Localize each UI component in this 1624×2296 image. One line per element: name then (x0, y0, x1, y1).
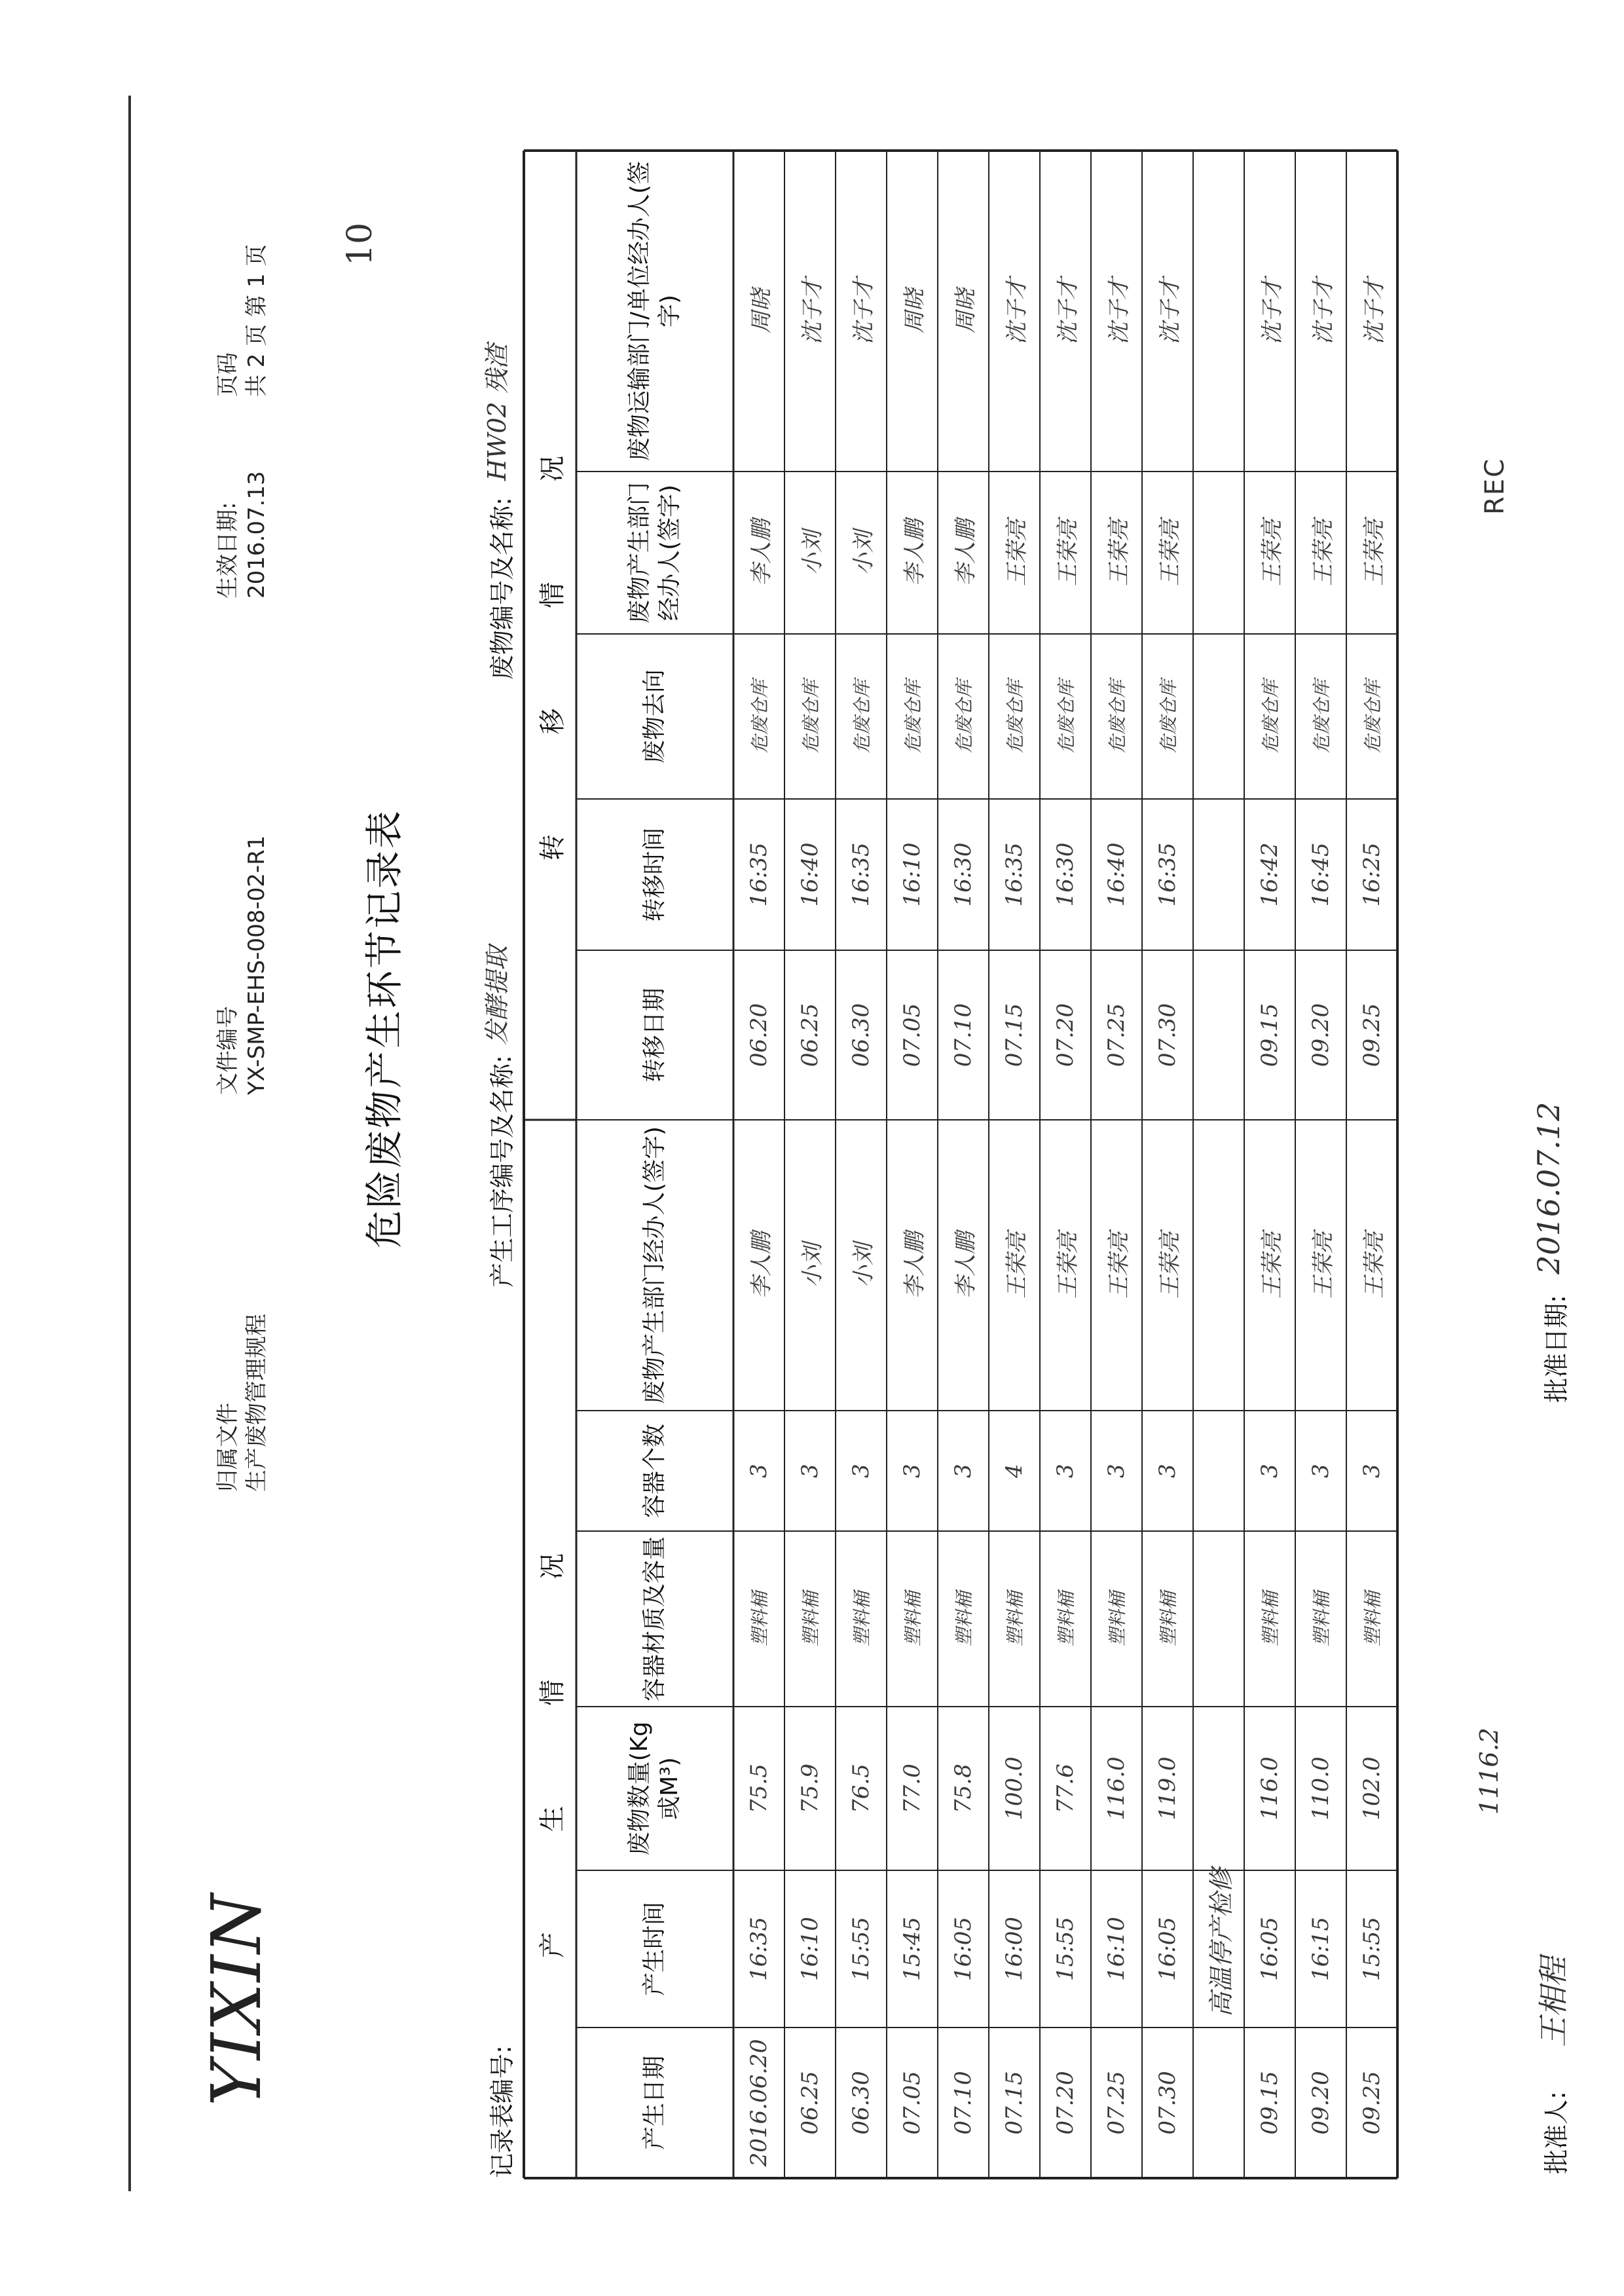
table-cell-carrier: 沈子才 (1105, 278, 1132, 344)
table-cell-date: 07.25 (1103, 2071, 1130, 2135)
table-cell-container: 塑料桶 (1005, 1591, 1026, 1647)
category-value: 生产废物管理规程 (244, 1314, 270, 1492)
table-cell-tsign: 王荣亮 (1054, 519, 1081, 586)
table-cell-date: 06.25 (797, 2071, 823, 2135)
table-cell-container: 塑料桶 (749, 1591, 771, 1647)
table-cell-count: 3 (1103, 1464, 1130, 1478)
table-cell-ttime: 16:25 (1359, 842, 1385, 907)
table-cell-count: 3 (1308, 1464, 1334, 1478)
table-cell-time: 16:05 (950, 1917, 976, 1981)
table-cell-dest: 危废仓库 (1158, 680, 1179, 754)
process-value: 发酵提取 (483, 945, 511, 1045)
table-cell-producer: 王荣亮 (1054, 1232, 1081, 1299)
table-cell-tdate: 07.10 (950, 1003, 976, 1067)
table-cell-ttime: 16:10 (899, 842, 925, 907)
table-cell-producer: 王荣亮 (1259, 1232, 1285, 1299)
process-label: 产生工序编号及名称: (488, 1055, 517, 1287)
column-header: 废物产生部门经办人(签字) (626, 482, 683, 624)
table-cell-date: 09.15 (1257, 2071, 1283, 2135)
table-cell-time: 15:55 (1359, 1917, 1385, 1981)
table-cell-container: 塑料桶 (800, 1591, 822, 1647)
table-cell-tdate: 07.25 (1103, 1003, 1130, 1067)
table-cell-tsign: 王荣亮 (1310, 519, 1337, 586)
table-cell-tsign: 王荣亮 (1156, 519, 1183, 586)
table-cell-tdate: 07.20 (1052, 1003, 1079, 1067)
table-cell-date: 09.20 (1308, 2071, 1334, 2135)
table-cell-ttime: 16:40 (797, 842, 823, 907)
column-header: 容器材质及容量 (641, 1536, 668, 1702)
table-cell-time: 15:55 (848, 1917, 874, 1981)
table-cell-date: 07.15 (1001, 2071, 1027, 2135)
table-cell-tdate: 06.30 (848, 1003, 874, 1067)
table-cell-ttime: 16:35 (1001, 842, 1027, 907)
table-cell-date: 07.10 (950, 2071, 976, 2135)
waste-value: HW02 残渣 (483, 344, 511, 481)
table-cell-tsign: 小刘 (799, 530, 826, 575)
effective-date-value: 2016.07.13 (244, 471, 270, 599)
table-cell-carrier: 沈子才 (1156, 278, 1183, 344)
approver-signature: 王相程 (1536, 1957, 1571, 2047)
column-header: 转移时间 (641, 827, 668, 922)
column-header: 转移日期 (641, 988, 668, 1083)
doc-no-value: YX-SMP-EHS-008-02-R1 (244, 835, 270, 1095)
table-cell-ttime: 16:30 (950, 842, 976, 907)
table-cell-carrier: 沈子才 (799, 278, 826, 344)
table-cell-qty: 116.0 (1257, 1756, 1283, 1821)
table-cell-dest: 危废仓库 (1311, 680, 1333, 754)
table-cell-producer: 王荣亮 (1361, 1232, 1388, 1299)
table-cell-dest: 危废仓库 (902, 680, 924, 754)
table-cell-dest: 危废仓库 (1056, 680, 1077, 754)
table-cell-qty: 75.9 (797, 1764, 823, 1813)
table-cell-count: 3 (1359, 1464, 1385, 1478)
page-number-mark: 10 (341, 222, 380, 266)
table-cell-tdate: 09.15 (1257, 1003, 1283, 1067)
table-cell-time: 16:15 (1308, 1917, 1334, 1981)
table-cell-container: 塑料桶 (1362, 1591, 1384, 1647)
table-cell-tdate: 06.25 (797, 1003, 823, 1067)
table-cell-dest: 危废仓库 (800, 680, 822, 754)
table-cell-qty: 100.0 (1001, 1756, 1027, 1821)
table-cell-time: 16:05 (1154, 1917, 1181, 1981)
table-cell-time: 15:55 (1052, 1917, 1079, 1981)
table-cell-qty: 102.0 (1359, 1756, 1385, 1821)
approver-label: 批准人: (1542, 2091, 1571, 2174)
page-no-label: 页码 (215, 352, 241, 397)
column-header: 废物运输部门/单位经办人(签字) (626, 160, 683, 462)
table-cell-carrier: 周晓 (952, 289, 979, 333)
column-header: 废物去向 (641, 669, 668, 764)
waste-label: 废物编号及名称: (488, 497, 517, 680)
table-cell-tsign: 王荣亮 (1105, 519, 1132, 586)
table-cell-time: 16:05 (1257, 1917, 1283, 1981)
total-quantity: 1116.2 (1475, 1728, 1504, 1815)
table-cell-carrier: 周晓 (901, 289, 928, 333)
table-cell-ttime: 16:42 (1257, 842, 1283, 907)
table-cell-tsign: 王荣亮 (1361, 519, 1388, 586)
table-cell-ttime: 16:35 (1154, 842, 1181, 907)
table-cell-carrier: 沈子才 (1310, 278, 1337, 344)
table-cell-tdate: 07.15 (1001, 1003, 1027, 1067)
table-cell-producer: 王荣亮 (1003, 1232, 1030, 1299)
table-cell-qty: 116.0 (1103, 1756, 1130, 1821)
table-cell-container: 塑料桶 (1056, 1591, 1077, 1647)
table-cell-ttime: 16:35 (848, 842, 874, 907)
table-cell-producer: 李人鹏 (952, 1232, 979, 1299)
table-cell-count: 3 (1154, 1464, 1181, 1478)
company-logo: YIXIN (196, 1893, 276, 2106)
table-cell-carrier: 沈子才 (1054, 278, 1081, 344)
table-cell-container: 塑料桶 (1260, 1591, 1282, 1647)
table-cell-count: 3 (848, 1464, 874, 1478)
column-header: 容器个数 (641, 1424, 668, 1519)
column-header: 废物数量(Kg或M³) (626, 1721, 683, 1856)
table-cell-time: 16:10 (1103, 1917, 1130, 1981)
table-cell-carrier: 沈子才 (1259, 278, 1285, 344)
table-cell-count: 3 (1257, 1464, 1283, 1478)
table-cell-qty: 77.6 (1052, 1764, 1079, 1813)
table-cell-date: 07.30 (1154, 2071, 1181, 2135)
table-cell-time: 16:10 (797, 1917, 823, 1981)
table-cell-qty: 76.5 (848, 1764, 874, 1813)
effective-date-label: 生效日期: (215, 502, 241, 599)
table-cell-tsign: 李人鹏 (952, 519, 979, 586)
column-header: 产生时间 (641, 1902, 668, 1997)
table-cell-carrier: 周晓 (748, 289, 775, 333)
table-cell-time: 16:35 (746, 1917, 772, 1981)
table-cell-count: 3 (797, 1464, 823, 1478)
rec-stamp: REC (1480, 458, 1510, 515)
table-cell-container: 塑料桶 (1158, 1591, 1179, 1647)
table-cell-ttime: 16:45 (1308, 842, 1334, 907)
table-cell-tdate: 06.20 (746, 1003, 772, 1067)
table-cell-count: 3 (950, 1464, 976, 1478)
table-cell-dest: 危废仓库 (1107, 680, 1128, 754)
table-cell-qty: 110.0 (1308, 1756, 1334, 1821)
table-cell-time: 16:00 (1001, 1917, 1027, 1981)
table-cell-dest: 危废仓库 (953, 680, 975, 754)
table-cell-tsign: 李人鹏 (748, 519, 775, 586)
table-cell-producer: 小刘 (850, 1243, 877, 1287)
table-cell-producer: 李人鹏 (748, 1232, 775, 1299)
table-cell-date: 06.30 (848, 2071, 874, 2135)
table-cell-container: 塑料桶 (1107, 1591, 1128, 1647)
table-cell-producer: 李人鹏 (901, 1232, 928, 1299)
record-no-label: 记录表编号: (488, 2045, 517, 2178)
approve-date-value: 2016.07.12 (1531, 1102, 1566, 1274)
table-cell-ttime: 16:35 (746, 842, 772, 907)
table-cell-tdate: 09.20 (1308, 1003, 1334, 1067)
table-cell-container: 塑料桶 (953, 1591, 975, 1647)
table-cell-dest: 危废仓库 (1005, 680, 1026, 754)
table-cell-qty: 75.5 (746, 1764, 772, 1813)
table-cell-date: 07.05 (899, 2071, 925, 2135)
table-cell-dest: 危废仓库 (1260, 680, 1282, 754)
doc-no-label: 文件编号 (215, 1006, 241, 1095)
table-cell-tsign: 王荣亮 (1003, 519, 1030, 586)
table-cell-container: 塑料桶 (851, 1591, 873, 1647)
table-cell-count: 3 (899, 1464, 925, 1478)
table-cell-carrier: 沈子才 (850, 278, 877, 344)
table-cell-dest: 危废仓库 (749, 680, 771, 754)
table-cell-producer: 王荣亮 (1105, 1232, 1132, 1299)
table-cell-qty: 75.8 (950, 1764, 976, 1813)
category-label: 归属文件 (215, 1403, 241, 1492)
table-cell-date: 2016.06.20 (746, 2039, 772, 2167)
table-cell-count: 3 (1052, 1464, 1079, 1478)
table-cell-dest: 危废仓库 (1362, 680, 1384, 754)
form-title: 危险废物产生环节记录表 (362, 808, 407, 1248)
column-header: 废物产生部门经办人(签字) (641, 1126, 668, 1405)
approve-date-label: 批准日期: (1542, 1295, 1571, 1403)
table-cell-ttime: 16:40 (1103, 842, 1130, 907)
table-cell-producer: 小刘 (799, 1243, 826, 1287)
table-cell-producer: 王荣亮 (1310, 1232, 1337, 1299)
table-cell-tdate: 09.25 (1359, 1003, 1385, 1067)
table-cell-date: 09.25 (1359, 2071, 1385, 2135)
page-no-value: 共 2 页 第 1 页 (244, 244, 270, 397)
table-cell-tdate: 07.30 (1154, 1003, 1181, 1067)
table-cell-tsign: 小刘 (850, 530, 877, 575)
table-cell-date: 07.20 (1052, 2071, 1079, 2135)
table-cell-container: 塑料桶 (1311, 1591, 1333, 1647)
table-cell-count: 3 (746, 1464, 772, 1478)
table-cell-carrier: 沈子才 (1003, 278, 1030, 344)
table-cell-container: 塑料桶 (902, 1591, 924, 1647)
table-cell-dest: 危废仓库 (851, 680, 873, 754)
table-cell-count: 4 (1001, 1464, 1027, 1478)
group-header-transfer: 转 移 情 况 (537, 409, 568, 861)
table-cell-time: 15:45 (899, 1917, 925, 1981)
table-cell-qty: 119.0 (1154, 1756, 1181, 1821)
table-cell-tdate: 07.05 (899, 1003, 925, 1067)
table-cell-carrier: 沈子才 (1361, 278, 1388, 344)
table-cell-tsign: 王荣亮 (1259, 519, 1285, 586)
table-cell-producer: 王荣亮 (1156, 1232, 1183, 1299)
table-row-note: 高温停产检修 (1206, 1868, 1236, 2018)
table-cell-ttime: 16:30 (1052, 842, 1079, 907)
column-header: 产生日期 (641, 2056, 668, 2151)
table-cell-tsign: 李人鹏 (901, 519, 928, 586)
group-header-production: 产 生 情 况 (537, 1507, 568, 1959)
table-cell-qty: 77.0 (899, 1764, 925, 1813)
